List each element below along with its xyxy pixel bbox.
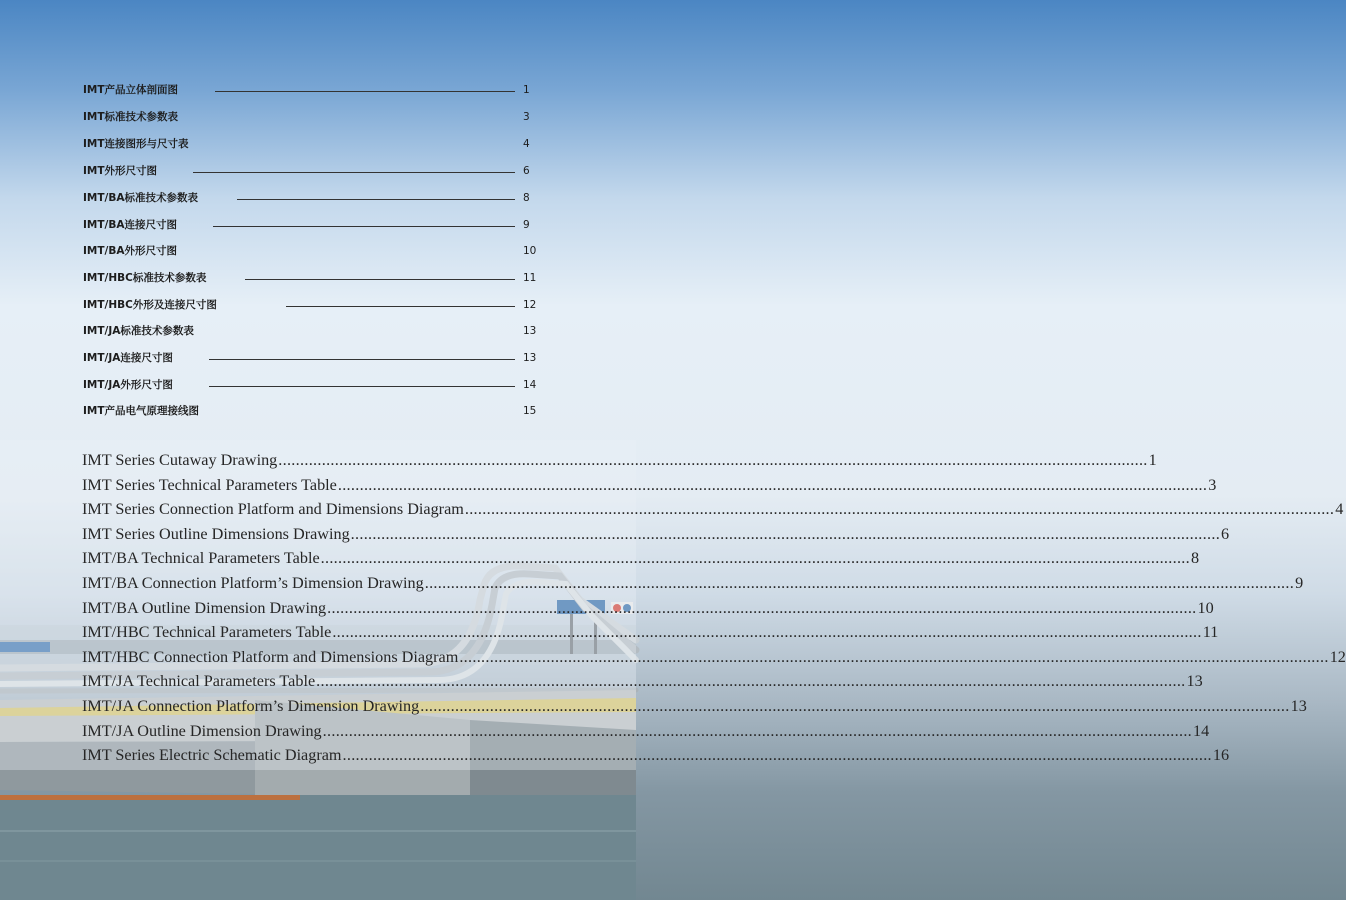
toc-cn-page: 4 — [523, 138, 530, 150]
leader-line — [245, 279, 515, 280]
dot-leader: ........................................................................................................................................................................................................ — [322, 721, 1193, 740]
toc-cn-label: IMT/BA标准技术参数表 — [83, 192, 198, 204]
toc-cn-label: IMT/BA连接尺寸图 — [83, 219, 177, 231]
dot-leader: ........................................................................................................................................................................................................ — [316, 672, 1186, 691]
toc-cn-page: 8 — [523, 192, 530, 204]
leader-line — [215, 91, 515, 92]
toc-en-label: IMT/HBC Connection Platform and Dimensions Diagram — [82, 647, 459, 666]
toc-cn-page: 1 — [523, 84, 530, 96]
leader-line — [209, 386, 515, 387]
toc-cn-label: IMT/HBC标准技术参数表 — [83, 272, 207, 284]
toc-en-label: IMT/JA Connection Platform’s Dimension Drawing — [82, 697, 420, 715]
dot-leader: ........................................................................................................................................................................................................ — [464, 500, 1335, 519]
toc-en-page: 8 — [1191, 549, 1200, 568]
toc-en-label: IMT Series Technical Parameters Table — [82, 475, 337, 494]
toc-cn-row[interactable] — [83, 164, 543, 184]
toc-en-page: 12 — [1329, 647, 1346, 666]
toc-cn-row[interactable] — [83, 378, 543, 398]
toc-cn-label: IMT/BA外形尺寸图 — [83, 245, 177, 257]
toc-en-row[interactable] — [82, 647, 1346, 669]
dot-leader: ........................................................................................................................................................................................................ — [278, 451, 1148, 469]
toc-en-page: 16 — [1212, 746, 1230, 765]
dot-leader: ........................................................................................................................................................................................................ — [332, 623, 1202, 642]
toc-en-row[interactable] — [82, 598, 1214, 620]
dot-leader: ........................................................................................................................................................................................................ — [337, 475, 1208, 494]
toc-cn-label: IMT/JA连接尺寸图 — [83, 352, 173, 364]
toc-en-page: 9 — [1295, 574, 1304, 592]
toc-en-row[interactable] — [82, 671, 1203, 693]
toc-en-label: IMT Series Electric Schematic Diagram — [82, 746, 342, 765]
toc-en-row[interactable] — [82, 524, 1230, 546]
toc-en-row[interactable] — [82, 721, 1210, 743]
toc-cn-row[interactable] — [83, 218, 543, 238]
toc-cn-row[interactable] — [83, 110, 543, 130]
toc-cn-row[interactable] — [83, 191, 543, 211]
toc-cn-page: 13 — [523, 352, 537, 364]
toc-cn-row[interactable] — [83, 351, 543, 371]
toc-en-row[interactable] — [82, 573, 1304, 595]
toc-en-label: IMT/JA Outline Dimension Drawing — [82, 721, 322, 740]
toc-cn-label: IMT/JA外形尺寸图 — [83, 379, 173, 391]
dot-leader: ........................................................................................................................................................................................................ — [320, 549, 1190, 568]
dot-leader: ........................................................................................................................................................................................................ — [420, 697, 1290, 715]
dot-leader: ........................................................................................................................................................................................................ — [424, 574, 1295, 592]
toc-en-label: IMT Series Outline Dimensions Drawing — [82, 524, 350, 543]
toc-cn-label: IMT/HBC外形及连接尺寸图 — [83, 299, 217, 311]
toc-cn-page: 15 — [523, 405, 537, 417]
toc-cn-label: IMT连接图形与尺寸表 — [83, 138, 189, 150]
toc-en-label: IMT Series Connection Platform and Dimensions Diagram — [82, 500, 464, 519]
toc-en-label: IMT Series Cutaway Drawing — [82, 451, 278, 469]
toc-cn-page: 10 — [523, 245, 537, 257]
toc-en-row[interactable] — [82, 475, 1217, 497]
leader-line — [237, 199, 515, 200]
toc-cn-page: 14 — [523, 379, 537, 391]
toc-cn-page: 6 — [523, 165, 530, 177]
toc-cn-page: 13 — [523, 325, 537, 337]
toc-cn-row[interactable] — [83, 244, 543, 264]
toc-cn-label: IMT产品电气原理接线图 — [83, 405, 200, 417]
toc-en-row[interactable] — [82, 450, 1157, 472]
toc-cn-row[interactable] — [83, 298, 543, 318]
dot-leader: ........................................................................................................................................................................................................ — [350, 524, 1221, 543]
toc-en-page: 6 — [1221, 524, 1230, 543]
toc-cn-label: IMT产品立体剖面图 — [83, 84, 179, 96]
toc-en-page: 13 — [1290, 697, 1307, 715]
leader-line — [193, 172, 515, 173]
toc-en-page: 1 — [1148, 451, 1157, 469]
leader-line — [213, 226, 515, 227]
toc-en-label: IMT/BA Connection Platform’s Dimension Drawing — [82, 574, 424, 592]
dot-leader: ........................................................................................................................................................................................................ — [327, 598, 1197, 617]
toc-en-label: IMT/JA Technical Parameters Table — [82, 672, 316, 691]
toc-cn-page: 3 — [523, 111, 530, 123]
toc-cn-row[interactable] — [83, 271, 543, 291]
toc-en-page: 3 — [1208, 475, 1217, 494]
toc-en-row[interactable] — [82, 696, 1307, 718]
toc-cn-row[interactable] — [83, 404, 543, 424]
toc-cn-row[interactable] — [83, 324, 543, 344]
dot-leader: ........................................................................................................................................................................................................ — [459, 647, 1329, 666]
toc-chinese — [0, 0, 636, 430]
toc-en-row[interactable] — [82, 622, 1219, 644]
toc-en-page: 10 — [1197, 598, 1214, 617]
toc-en-label: IMT/HBC Technical Parameters Table — [82, 623, 332, 642]
toc-en-page: 4 — [1335, 500, 1344, 519]
toc-cn-label: IMT/JA标准技术参数表 — [83, 325, 194, 337]
toc-cn-row[interactable] — [83, 83, 543, 103]
toc-en-label: IMT/BA Outline Dimension Drawing — [82, 598, 327, 617]
toc-cn-page: 11 — [523, 272, 537, 284]
toc-en-row[interactable] — [82, 745, 1230, 767]
toc-en-page: 14 — [1193, 721, 1210, 740]
leader-line — [286, 306, 515, 307]
dot-leader: ........................................................................................................................................................................................................ — [342, 746, 1212, 765]
toc-cn-label: IMT外形尺寸图 — [83, 165, 158, 177]
toc-en-label: IMT/BA Technical Parameters Table — [82, 549, 320, 568]
toc-en-page: 13 — [1186, 672, 1203, 691]
toc-cn-page: 12 — [523, 299, 537, 311]
toc-cn-row[interactable] — [83, 137, 543, 157]
leader-line — [209, 359, 515, 360]
toc-en-page: 11 — [1202, 623, 1219, 642]
toc-cn-label: IMT标准技术参数表 — [83, 111, 179, 123]
toc-en-row[interactable] — [82, 499, 1344, 521]
toc-cn-page: 9 — [523, 219, 530, 231]
toc-en-row[interactable] — [82, 548, 1200, 570]
